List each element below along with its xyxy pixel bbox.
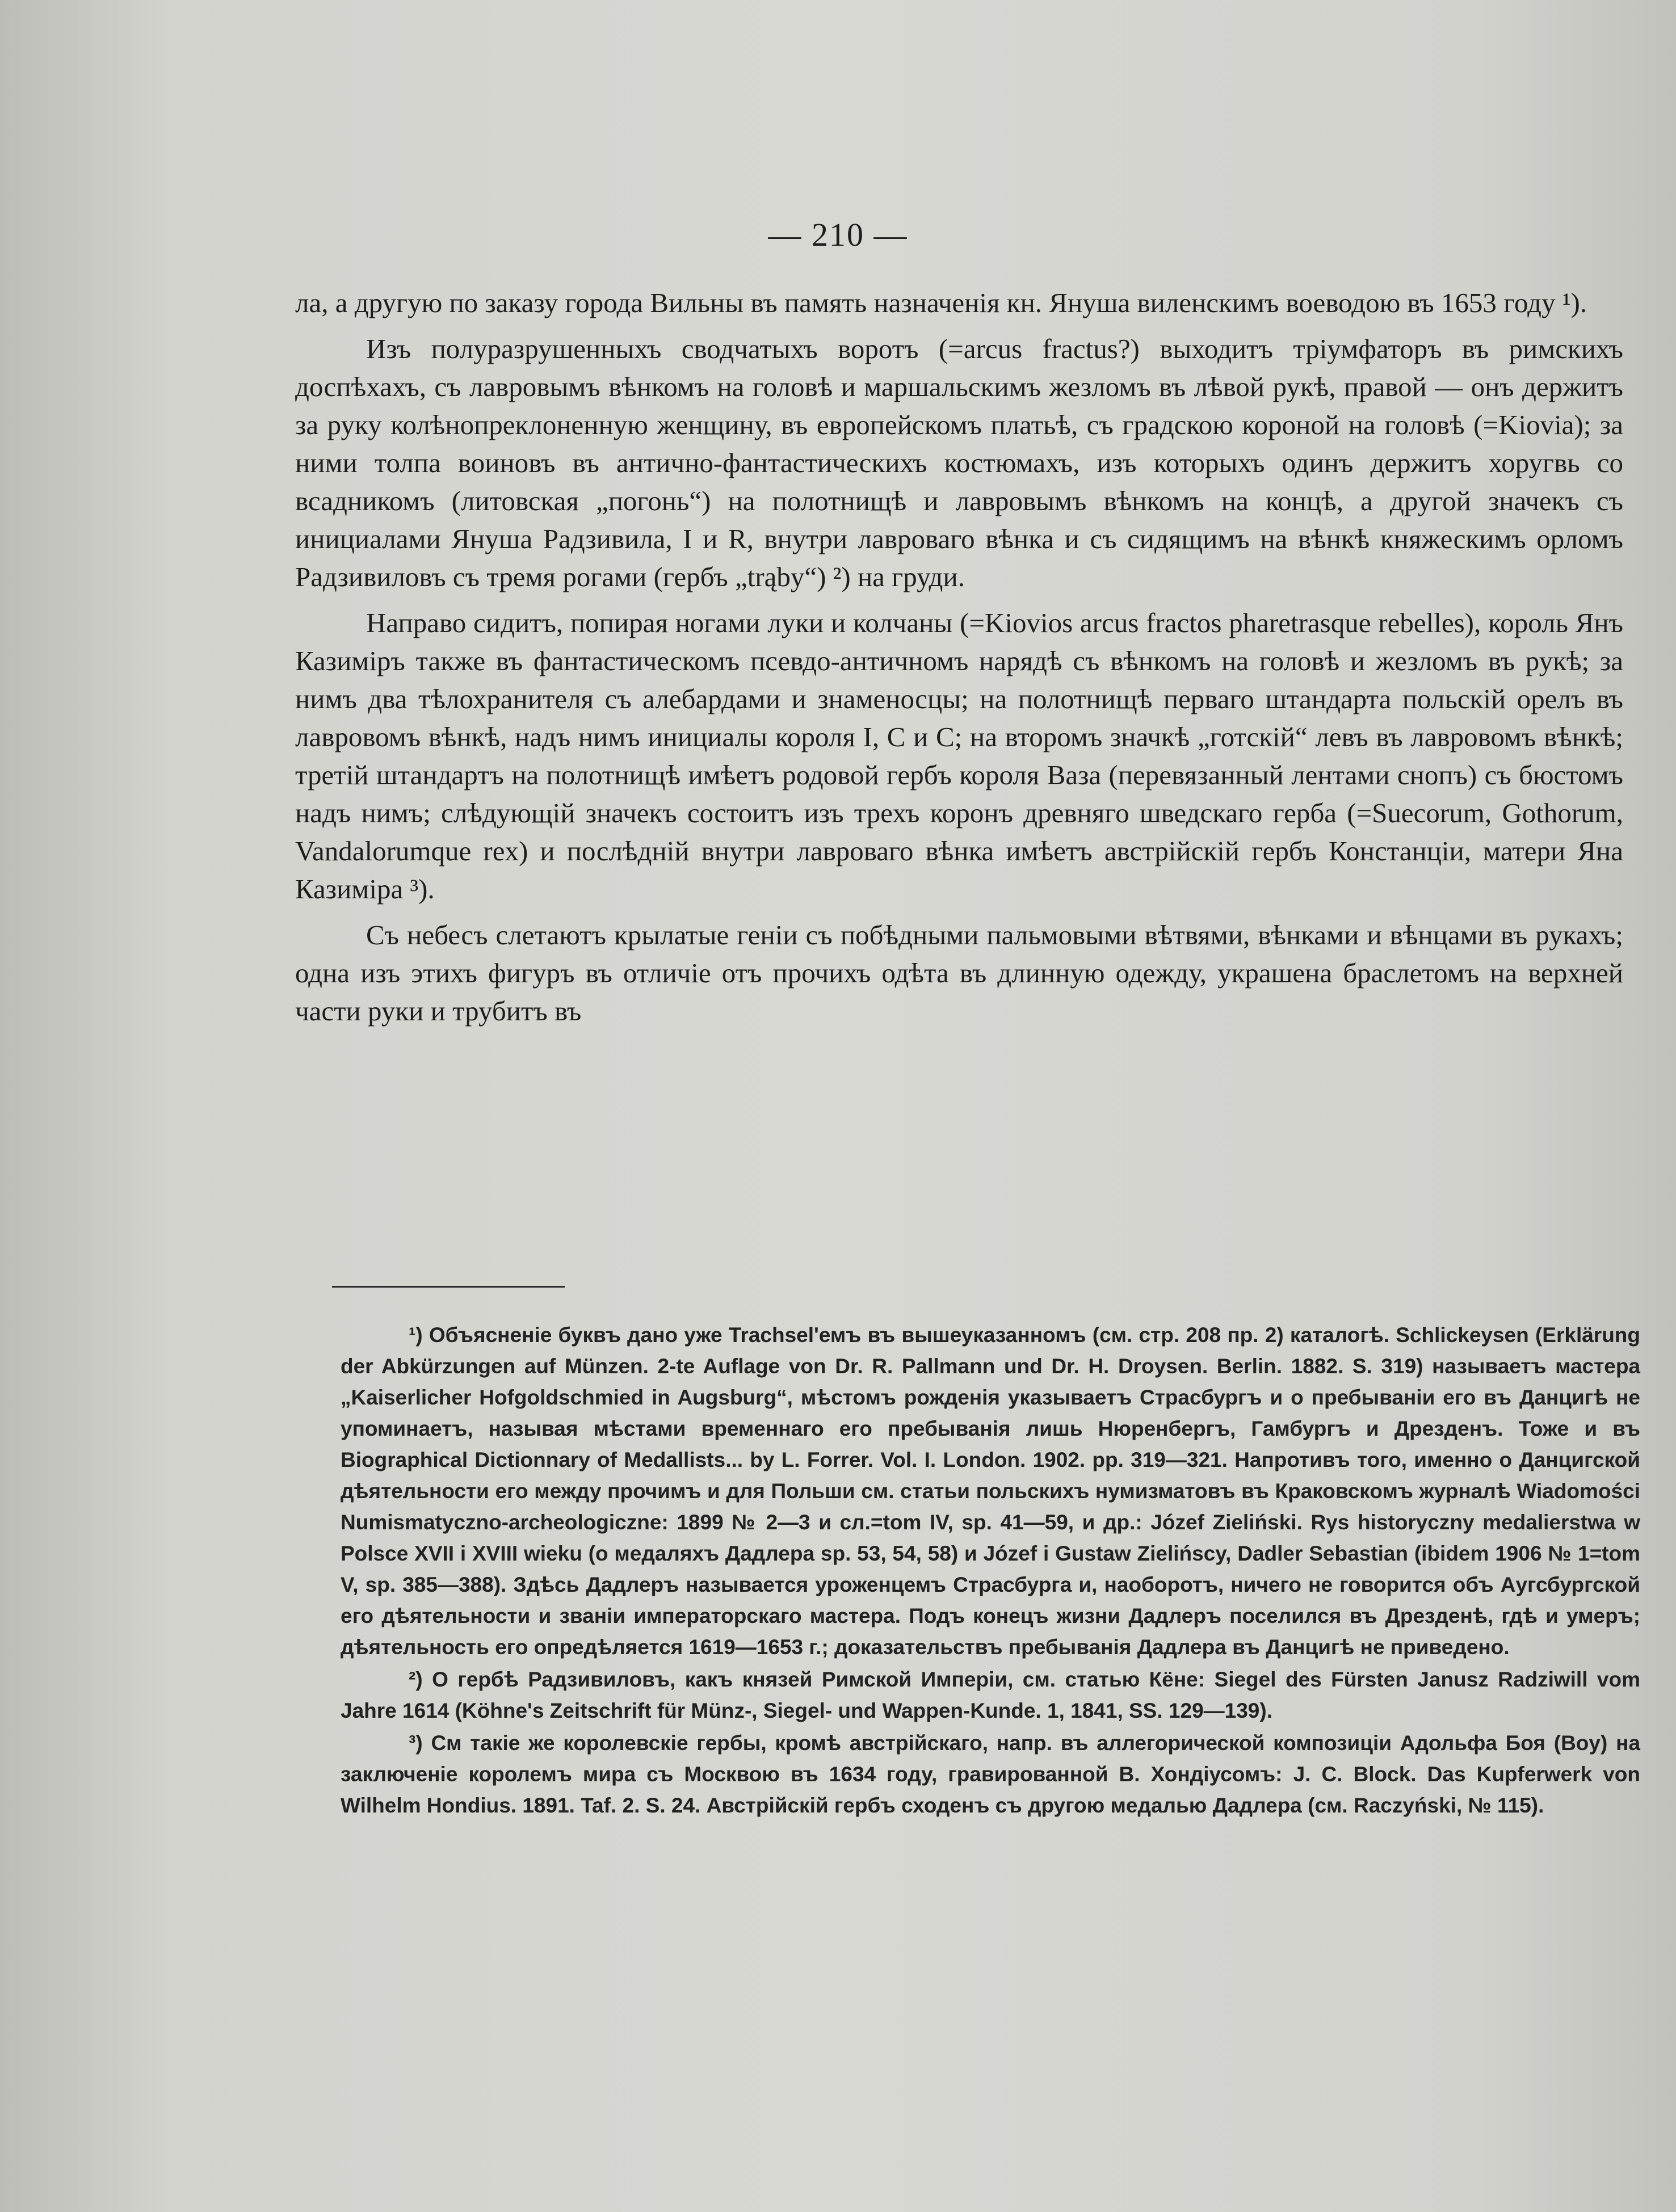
footnote-3 bbox=[341, 1727, 1640, 1821]
footnote-3-text: См такіе же королевскіе гербы, кромѣ австрійскаго, напр. въ аллегорической композиціи Адольфа Боя (Boy) на заключеніе королемъ мира съ Москвою въ 1634 году, гравированной В. Хондіусомъ: J. C. Block. Das Kupferwerk von Wilhelm Hondius. 1891. Taf. 2. S. 24. Австрійскій гербъ сходенъ съ другою медалью Дадлера (см. Raczyński, № 115). bbox=[341, 1731, 1640, 1817]
footnote-1 bbox=[341, 1319, 1640, 1663]
paragraph-2: Изъ полуразрушенныхъ сводчатыхъ воротъ (=arcus fractus?) выходитъ тріумфаторъ въ римскихъ доспѣхахъ, съ лавровымъ вѣнкомъ на головѣ и маршальскимъ жезломъ въ лѣвой рукѣ, правой — онъ держитъ за руку колѣнопреклоненную женщину, въ европейскомъ платьѣ, съ градскою короной на головѣ (=Kiovia); за ними толпа воиновъ въ античнo-фантастическихъ костюмахъ, изъ которыхъ одинъ держитъ хоругвь со всадникомъ (литовская „погонь“) на полотнищѣ и лавровымъ вѣнкомъ на концѣ, а другой значекъ съ инициалами Януша Радзивила, I и R, внутри лавроваго вѣнка и съ сидящимъ на вѣнкѣ княжескимъ орломъ Радзивиловъ съ тремя рогами (гербъ „trąby“) ²) на груди. bbox=[295, 333, 1623, 592]
footnote-divider bbox=[332, 1286, 565, 1288]
footnote-3-marker: ³) bbox=[409, 1731, 423, 1755]
footnote-2 bbox=[341, 1664, 1640, 1726]
footnote-2-marker: ²) bbox=[409, 1668, 423, 1691]
main-text bbox=[295, 284, 1623, 1038]
footnote-1-text: Объясненіе буквъ дано уже Trachsel'емъ въ вышеуказанномъ (см. стр. 208 пр. 2) каталогѣ. Schlickeysen (Erklärung der Abkürzungen auf Münzen. 2-te Auflage von Dr. R. Pallmann und Dr. H. Droysen. Berlin. 1882. S. 319) называетъ мастера „Kaiserlicher Hofgoldschmied in Augsburg“, мѣстомъ рожденія указываетъ Страсбургъ и о пребываніи его въ Данцигѣ не упоминаетъ, называя мѣстами временнаго его пребыванія лишь Нюренбергъ, Гамбургъ и Дрезденъ. Тоже и въ Biographical Dictionnary of Medallists... by L. Forrer. Vol. I. London. 1902. pp. 319—321. Напротивъ того, именно о Данцигской дѣятельности его между прочимъ и для Польши см. статьи польскихъ нумизматовъ въ Краковскомъ журналѣ Wiadomości Numismatyczno-archeologiczne: 1899 № 2—3 и сл.=tom IV, sp. 41—59, и др.: Józef Zieliński. Rys historyczny medalierstwa w Polsce XVII i XVIII wieku (о медаляхъ Дадлера sp. 53, 54, 58) и Józef i Gustaw Zielińscy, Dadler Sebastian (ibidem 1906 № 1=tom V, sp. 385—388). Здѣсь Дадлеръ называется уроженцемъ Страсбурга и, наоборотъ, ничего не говорится объ Аугсбургской его дѣятельности и званіи императорскаго мастера. Подъ конецъ жизни Дадлеръ поселился въ Дрезденѣ, гдѣ и умеръ; дѣятельность его опредѣляется 1619—1653 г.; доказательствъ пребыванія Дадлера въ Данцигѣ не приведено. bbox=[341, 1323, 1640, 1659]
footnotes bbox=[341, 1319, 1640, 1822]
footnote-1-marker: ¹) bbox=[409, 1323, 423, 1347]
paragraph-4: Съ небесъ слетаютъ крылатые геніи съ побѣдными пальмовыми вѣтвями, вѣнками и вѣнцами въ рукахъ; одна изъ этихъ фигуръ въ отличіе отъ прочихъ одѣта въ длинную одежду, украшена браслетомъ на верхней части руки и трубитъ въ bbox=[295, 919, 1623, 1027]
paragraph-1: ла, а другую по заказу города Вильны въ память назначенія кн. Януша виленскимъ воеводою въ 1653 году ¹). bbox=[295, 287, 1587, 318]
paragraph-3: Направо сидитъ, попирая ногами луки и колчаны (=Kiovios arcus fractos pharetrasque rebelles), король Янъ Казиміръ также въ фантастическомъ псевдо-античномъ нарядѣ съ вѣнкомъ на головѣ и жезломъ въ рукѣ; за нимъ два тѣлохранителя съ алебардами и знаменосцы; на полотнищѣ перваго штандарта польскій орелъ въ лавровомъ вѣнкѣ, надъ нимъ инициалы короля I, C и C; на второмъ значкѣ „готскій“ левъ въ лавровомъ вѣнкѣ; третій штандартъ на полотнищѣ имѣетъ родовой гербъ короля Ваза (перевязанный лентами снопъ) съ бюстомъ надъ нимъ; слѣдующій значекъ состоитъ изъ трехъ коронъ древняго шведскаго герба (=Suecorum, Gothorum, Vandalorumque rex) и послѣдній внутри лавроваго вѣнка имѣетъ австрійскій гербъ Констанціи, матери Яна Казиміра ³). bbox=[295, 607, 1623, 905]
footnote-2-text: О гербѣ Радзивиловъ, какъ князей Римской Имперіи, см. статью Кёне: Siegel des Fürsten Janusz Radziwill vom Jahre 1614 (Köhne's Zeitschrift für Münz-, Siegel- und Wappen-Kunde. 1, 1841, SS. 129—139). bbox=[341, 1668, 1640, 1722]
page-number: — 210 — bbox=[768, 216, 908, 253]
